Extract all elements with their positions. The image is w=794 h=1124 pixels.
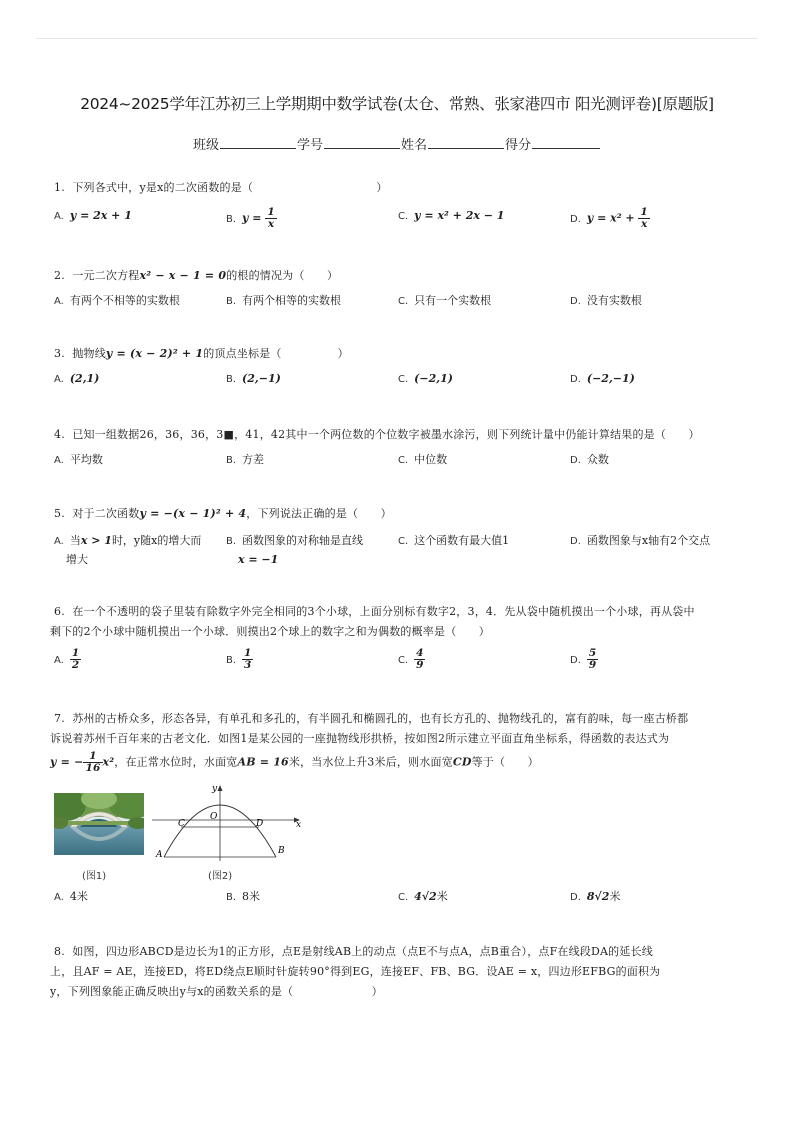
option-b[interactable]: B. y = $\frac{1}{x}$ [226,206,275,230]
label-b: B [278,846,285,856]
option-b[interactable]: B. 8米 [226,890,261,903]
option-c[interactable]: C. $\frac{4}{9}$ [398,647,424,671]
question-stem: 6. 在一个不透明的袋子里装有除数字外完全相同的3个小球，上面分别标有数字2，3，4．先从袋中随机摸出一个小球，再从袋中 [54,605,695,618]
option-a[interactable]: A. (2,1) [54,372,100,385]
label-a: A [156,850,163,860]
option-d[interactable]: D. $\frac{5}{9}$ [570,647,597,671]
option-b[interactable]: B. $\frac{1}{3}$ [226,647,252,671]
question-stem-line3: y = − $\frac{1}{16}$ x²，在正常水位时，水面宽AB = 16米，当水位上升3米后，则水面宽CD等于（ ） [50,750,539,774]
question-stem: 1. 下列各式中，y是x的二次函数的是（ ） [54,181,388,194]
option-d[interactable]: D. 众数 [570,453,609,466]
option-a[interactable]: A. 当x > 1时，y随x的增大而 增大 [54,534,202,566]
question-7 [50,709,744,774]
question-6 [50,602,744,678]
option-d[interactable]: D. 函数图象与x轴有2个交点 [570,534,711,547]
label-d: D [256,819,264,829]
parabola-diagram [150,783,306,861]
header-rule [36,38,758,39]
option-a[interactable]: A. $\frac{1}{2}$ [54,647,80,671]
question-1 [54,178,744,231]
option-c[interactable]: C. 中位数 [398,453,448,466]
label-y: y [212,784,218,794]
question-stem-line2: 剩下的2个小球中随机摸出一个小球．则摸出2个球上的数字之和为偶数的概率是（ ） [50,625,490,638]
student-id-field[interactable]: 学号 [297,134,401,153]
option-d[interactable]: D. 8√2米 [570,890,621,903]
option-b[interactable]: B. 有两个相等的实数根 [226,294,342,307]
option-c[interactable]: C. 这个函数有最大值1 [398,534,510,547]
question-4 [54,425,744,475]
question-5 [54,504,744,572]
option-a[interactable]: A. 平均数 [54,453,103,466]
option-c[interactable]: C. y = x² + 2x − 1 [398,209,505,222]
class-field[interactable]: 班级 [193,134,297,153]
y-axis-arrow [218,785,223,791]
question-8 [50,942,744,1002]
question-stem-line3: y，下列图象能正确反映出y与x的函数关系的是（ ） [50,985,383,998]
option-c[interactable]: C. 只有一个实数根 [398,294,492,307]
question-stem: 4. 已知一组数据26，36，36，3■，41，42其中一个两位数的个位数字被墨水涂污，则下列统计量中仍能计算结果的是（ ） [54,428,700,441]
question-stem: 5. 对于二次函数y = −(x − 1)² + 4，下列说法正确的是（ ） [54,507,392,520]
question-stem-line2: 上，且AF = AE，连接ED，将ED绕点E顺时针旋转90°得到EG，连接EF、FB、BG．设AE = x，四边形EFBG的面积为 [50,965,661,978]
option-d[interactable]: D. 没有实数根 [570,294,642,307]
label-o: O [210,812,218,822]
option-d[interactable]: D. (−2,−1) [570,372,635,385]
option-d[interactable]: D. y = x² + $\frac{1}{x}$ [570,206,648,230]
question-stem-line2: 诉说着苏州千百年来的古老文化．如图1是某公园的一座抛物线形拱桥，按如图2所示建立平面直角坐标系，得函数的表达式为 [50,732,670,745]
option-c[interactable]: C. (−2,1) [398,372,453,385]
question-7-options [54,888,744,912]
option-b[interactable]: B. 函数图象的对称轴是直线 x = −1 [226,534,364,566]
score-field[interactable]: 得分 [505,134,601,153]
option-a[interactable]: A. y = 2x + 1 [54,209,132,222]
question-stem: 2. 一元二次方程x² − x − 1 = 0的根的情况为（ ） [54,269,339,282]
option-b[interactable]: B. (2,−1) [226,372,281,385]
label-c: C [178,819,185,829]
label-x: x [296,820,302,830]
question-stem: 7. 苏州的古桥众多，形态各异，有单孔和多孔的，有半圆孔和椭圆孔的，也有长方孔的、抛物线孔的，富有韵味，每一座古桥都 [54,712,689,725]
question-3 [54,344,744,394]
option-b[interactable]: B. 方差 [226,453,265,466]
figure-1-caption: (图1) [82,871,107,882]
question-stem: 8. 如图，四边形ABCD是边长为1的正方形，点E是射线AB上的动点（点E不与点A，点B重合），点F在线段DA的延长线 [54,945,653,958]
option-a[interactable]: A. 有两个不相等的实数根 [54,294,180,307]
bridge-photo [54,793,144,855]
student-info-row [0,134,794,153]
question-stem: 3. 抛物线y = (x − 2)² + 1的顶点坐标是（ ） [54,347,349,360]
option-a[interactable]: A. 4米 [54,890,88,903]
name-field[interactable]: 姓名 [401,134,505,153]
option-c[interactable]: C. 4√2米 [398,890,448,903]
page-title: 2024~2025学年江苏初三上学期期中数学试卷(太仓、常熟、张家港四市 阳光测评卷)[原题版] [80,95,714,113]
figure-2-caption: (图2) [208,871,233,882]
question-2 [54,266,744,316]
